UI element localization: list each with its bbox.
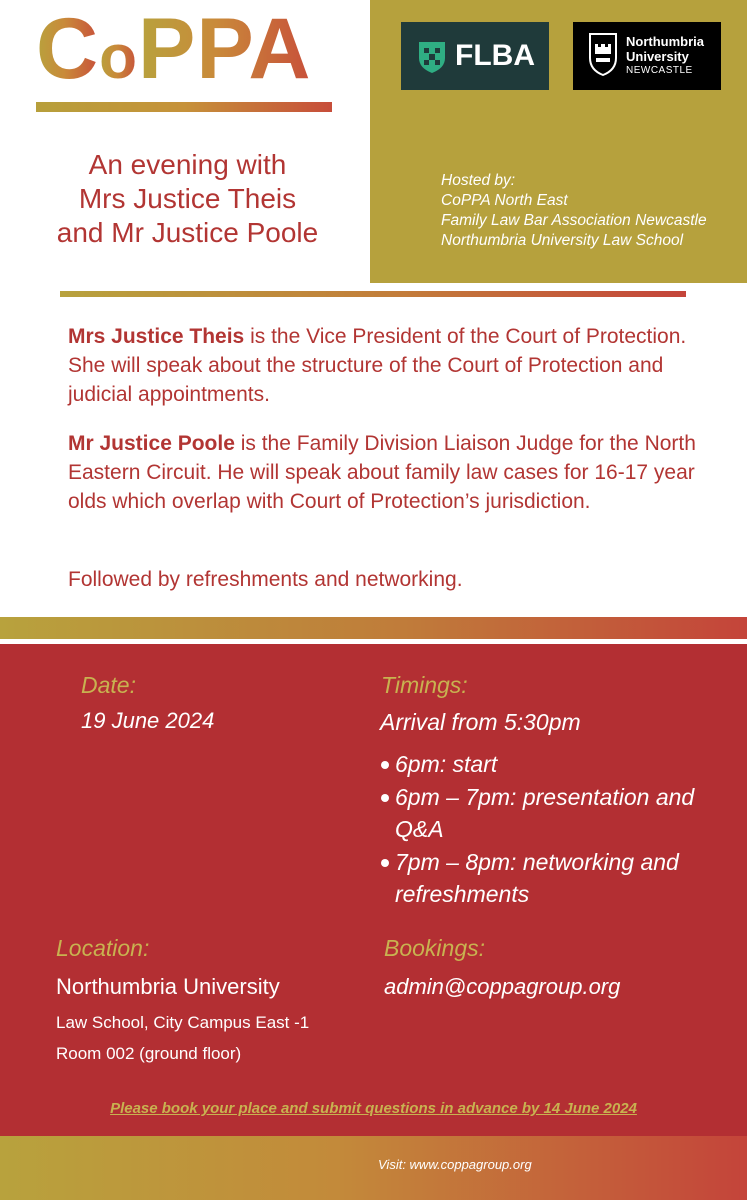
speaker-bio: is the Family Division Liaison Judge for the North Eastern Circuit. He will speak about family law cases for 16-17 year olds which overlap with Court of Protection’s jurisdiction. <box>68 432 696 513</box>
speaker-name: Mrs Justice Theis <box>68 325 245 348</box>
bookings-email[interactable]: admin@coppagroup.org <box>384 974 621 999</box>
bullet-dot <box>381 761 389 769</box>
timings-label: Timings: <box>381 672 468 698</box>
host-item: Family Law Bar Association Newcastle <box>441 212 707 229</box>
booking-deadline-link[interactable]: Please book your place and submit questions in advance by 14 June 2024 <box>110 1100 637 1117</box>
speaker-bio: is the Vice President of the Court of Protection. She will speak about the structure of the Court of Protection and judicial appointments. <box>68 325 687 406</box>
followed-by-text: Followed by refreshments and networking. <box>68 568 463 591</box>
timing-item: 6pm: start <box>381 748 721 780</box>
headline-line: An evening with <box>88 149 287 180</box>
host-item: CoPPA North East <box>441 192 568 209</box>
speaker-description <box>68 429 708 516</box>
section-divider <box>60 291 686 297</box>
location-line: Law School, City Campus East -1 <box>56 1013 310 1032</box>
headline-line: and Mr Justice Poole <box>56 217 319 248</box>
headline-line: Mrs Justice Theis <box>78 183 297 214</box>
castle-crest-icon <box>588 32 618 76</box>
flba-text: FLBA <box>455 39 535 72</box>
coppa-logo: CoPPA <box>36 1 312 97</box>
bullet-dot <box>381 859 389 867</box>
date-value: 19 June 2024 <box>81 708 215 733</box>
location-name: Northumbria University <box>56 974 280 999</box>
northumbria-city: NEWCASTLE <box>626 65 693 76</box>
location-label: Location: <box>56 935 150 961</box>
arrival-time: Arrival from 5:30pm <box>380 709 581 735</box>
timing-item: 7pm – 8pm: networking and refreshments <box>381 846 726 910</box>
hosted-label: Hosted by: <box>441 172 516 189</box>
timing-item: 6pm – 7pm: presentation and Q&A <box>381 781 721 845</box>
bookings-label: Bookings: <box>384 935 486 961</box>
host-item: Northumbria University Law School <box>441 232 684 249</box>
northumbria-university: University <box>626 49 689 64</box>
speaker-description <box>68 322 708 409</box>
logo-underline <box>36 102 332 112</box>
location-line: Room 002 (ground floor) <box>56 1044 242 1063</box>
northumbria-name: Northumbria <box>626 34 704 49</box>
date-label: Date: <box>81 672 136 698</box>
gradient-band <box>0 617 747 639</box>
website-link[interactable]: Visit: www.coppagroup.org <box>378 1157 532 1172</box>
flba-shield-icon <box>417 38 447 74</box>
speaker-name: Mr Justice Poole <box>68 432 235 455</box>
event-headline <box>30 148 345 250</box>
bullet-dot <box>381 794 389 802</box>
footer-band <box>0 1136 747 1200</box>
